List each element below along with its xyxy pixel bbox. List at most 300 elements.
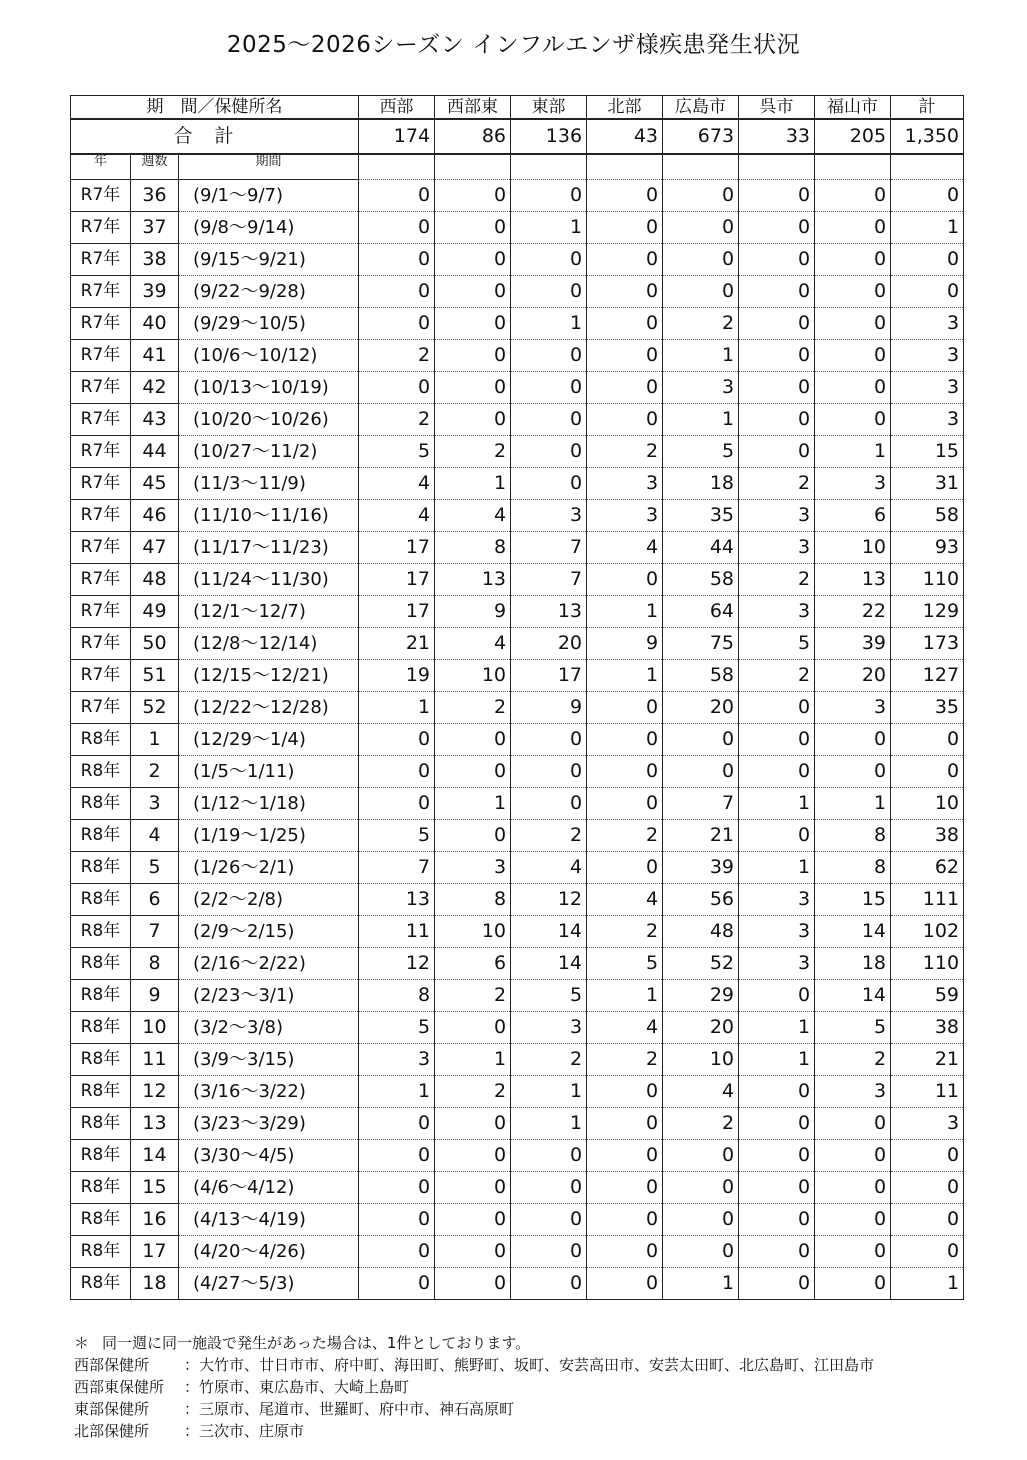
value-cell: 0 [815,1172,891,1204]
value-cell: 0 [511,372,587,404]
value-cell: 3 [891,1108,964,1140]
column-header: 福山市 [815,96,891,120]
value-cell: 35 [891,692,964,724]
week-cell: 3 [131,788,179,820]
value-cell: 2 [587,916,663,948]
value-cell: 0 [663,1236,739,1268]
year-cell: R7年 [71,180,131,212]
period-cell: (9/15～9/21) [179,244,359,276]
value-cell: 0 [815,244,891,276]
period-cell: (3/30～4/5) [179,1140,359,1172]
value-cell: 6 [435,948,511,980]
year-cell: R8年 [71,1076,131,1108]
week-cell: 50 [131,628,179,660]
value-cell: 1 [435,1044,511,1076]
value-cell: 0 [739,180,815,212]
value-cell: 127 [891,660,964,692]
value-cell: 52 [663,948,739,980]
value-cell: 0 [739,212,815,244]
value-cell: 7 [511,564,587,596]
value-cell: 0 [663,212,739,244]
value-cell: 0 [435,1140,511,1172]
period-header: 期 間／保健所名 [71,96,359,120]
value-cell: 1 [891,1268,964,1300]
value-cell: 2 [435,980,511,1012]
value-cell: 4 [435,628,511,660]
value-cell: 2 [663,308,739,340]
value-cell: 0 [739,340,815,372]
value-cell: 0 [587,1236,663,1268]
year-cell: R7年 [71,500,131,532]
period-cell: (2/9～2/15) [179,916,359,948]
value-cell: 0 [511,756,587,788]
value-cell: 0 [739,1236,815,1268]
value-cell: 0 [435,372,511,404]
week-cell: 39 [131,276,179,308]
value-cell: 5 [511,980,587,1012]
value-cell: 5 [359,436,435,468]
empty-cell [359,154,435,180]
value-cell: 0 [587,244,663,276]
value-cell: 12 [511,884,587,916]
value-cell: 0 [739,1268,815,1300]
year-cell: R7年 [71,692,131,724]
column-header: 呉市 [739,96,815,120]
value-cell: 3 [587,468,663,500]
table-row [71,564,964,596]
period-cell: (10/13～10/19) [179,372,359,404]
value-cell: 59 [891,980,964,1012]
value-cell: 3 [587,500,663,532]
value-cell: 0 [739,724,815,756]
period-cell: (12/15～12/21) [179,660,359,692]
value-cell: 15 [891,436,964,468]
value-cell: 4 [587,532,663,564]
table-row [71,820,964,852]
total-value: 43 [587,119,663,154]
week-cell: 1 [131,724,179,756]
value-cell: 0 [359,244,435,276]
value-cell: 0 [663,276,739,308]
week-cell: 17 [131,1236,179,1268]
value-cell: 110 [891,564,964,596]
value-cell: 0 [815,212,891,244]
value-cell: 3 [891,308,964,340]
value-cell: 0 [815,1236,891,1268]
week-cell: 11 [131,1044,179,1076]
period-cell: (1/12～1/18) [179,788,359,820]
header-row [71,96,964,120]
value-cell: 0 [891,276,964,308]
value-cell: 0 [435,244,511,276]
value-cell: 11 [891,1076,964,1108]
value-cell: 1 [663,404,739,436]
value-cell: 110 [891,948,964,980]
value-cell: 0 [435,820,511,852]
value-cell: 0 [511,468,587,500]
period-cell: (3/23～3/29) [179,1108,359,1140]
value-cell: 0 [359,756,435,788]
value-cell: 14 [511,948,587,980]
value-cell: 35 [663,500,739,532]
value-cell: 0 [435,1012,511,1044]
year-header: 年 [71,154,131,180]
value-cell: 14 [815,916,891,948]
week-cell: 6 [131,884,179,916]
table-row [71,1076,964,1108]
value-cell: 21 [891,1044,964,1076]
value-cell: 129 [891,596,964,628]
period-cell: (11/24～11/30) [179,564,359,596]
week-cell: 37 [131,212,179,244]
value-cell: 0 [739,756,815,788]
value-cell: 0 [511,436,587,468]
year-cell: R7年 [71,372,131,404]
value-cell: 1 [511,1108,587,1140]
value-cell: 2 [587,820,663,852]
value-cell: 2 [739,468,815,500]
empty-cell [815,154,891,180]
value-cell: 3 [739,916,815,948]
value-cell: 0 [739,820,815,852]
value-cell: 9 [511,692,587,724]
value-cell: 0 [359,724,435,756]
value-cell: 0 [587,756,663,788]
value-cell: 2 [511,820,587,852]
table-row [71,180,964,212]
value-cell: 0 [511,788,587,820]
period-cell: (11/3～11/9) [179,468,359,500]
year-cell: R8年 [71,916,131,948]
period-cell: (4/6～4/12) [179,1172,359,1204]
value-cell: 0 [359,1108,435,1140]
week-cell: 7 [131,916,179,948]
year-cell: R8年 [71,724,131,756]
value-cell: 1 [815,436,891,468]
value-cell: 0 [587,564,663,596]
column-header: 北部 [587,96,663,120]
value-cell: 0 [663,244,739,276]
period-subheader: 期間 [179,154,359,180]
value-cell: 0 [511,1236,587,1268]
value-cell: 11 [359,916,435,948]
period-cell: (11/17～11/23) [179,532,359,564]
value-cell: 0 [739,1076,815,1108]
week-cell: 2 [131,756,179,788]
value-cell: 0 [587,308,663,340]
value-cell: 1 [815,788,891,820]
week-cell: 8 [131,948,179,980]
week-header: 週数 [131,154,179,180]
value-cell: 1 [359,692,435,724]
week-cell: 15 [131,1172,179,1204]
value-cell: 3 [815,692,891,724]
table-row [71,1204,964,1236]
value-cell: 0 [587,404,663,436]
empty-cell [587,154,663,180]
value-cell: 0 [891,724,964,756]
value-cell: 0 [739,980,815,1012]
value-cell: 10 [663,1044,739,1076]
table-row [71,1172,964,1204]
year-cell: R7年 [71,212,131,244]
value-cell: 13 [435,564,511,596]
total-value: 1,350 [891,119,964,154]
footnote [74,1332,874,1354]
week-cell: 42 [131,372,179,404]
value-cell: 1 [663,340,739,372]
table-row [71,1012,964,1044]
table-row [71,692,964,724]
table-row [71,1140,964,1172]
value-cell: 22 [815,596,891,628]
value-cell: 0 [815,404,891,436]
value-cell: 0 [891,180,964,212]
value-cell: 0 [511,1140,587,1172]
value-cell: 0 [739,308,815,340]
value-cell: 14 [815,980,891,1012]
jurisdiction-areas: ：大竹市、廿日市市、府中町、海田町、熊野町、坂町、安芸高田市、安芸太田町、北広島町、江田島市 [184,1356,875,1374]
value-cell: 0 [359,1204,435,1236]
value-cell: 0 [435,212,511,244]
empty-cell [891,154,964,180]
table-row [71,884,964,916]
value-cell: 38 [891,820,964,852]
value-cell: 1 [511,212,587,244]
year-cell: R8年 [71,948,131,980]
year-cell: R8年 [71,1204,131,1236]
value-cell: 0 [435,308,511,340]
value-cell: 3 [739,884,815,916]
value-cell: 2 [739,564,815,596]
value-cell: 8 [815,852,891,884]
value-cell: 10 [891,788,964,820]
total-value: 673 [663,119,739,154]
year-cell: R8年 [71,1172,131,1204]
value-cell: 2 [435,1076,511,1108]
period-cell: (3/16～3/22) [179,1076,359,1108]
value-cell: 2 [511,1044,587,1076]
table-row [71,212,964,244]
period-cell: (3/2～3/8) [179,1012,359,1044]
value-cell: 1 [435,468,511,500]
table-row [71,276,964,308]
value-cell: 0 [587,1268,663,1300]
jurisdiction-name: 北部保健所 [74,1422,150,1440]
value-cell: 9 [587,628,663,660]
value-cell: 0 [815,1140,891,1172]
period-cell: (10/6～10/12) [179,340,359,372]
value-cell: 3 [435,852,511,884]
value-cell: 111 [891,884,964,916]
column-header: 広島市 [663,96,739,120]
value-cell: 39 [663,852,739,884]
value-cell: 0 [435,276,511,308]
value-cell: 0 [359,788,435,820]
value-cell: 0 [891,756,964,788]
value-cell: 5 [815,1012,891,1044]
value-cell: 1 [891,212,964,244]
value-cell: 4 [511,852,587,884]
period-cell: (9/22～9/28) [179,276,359,308]
value-cell: 1 [435,788,511,820]
notes [74,1332,874,1442]
value-cell: 20 [663,692,739,724]
value-cell: 2 [663,1108,739,1140]
total-row [71,119,964,154]
value-cell: 0 [435,724,511,756]
value-cell: 0 [587,1140,663,1172]
value-cell: 20 [663,1012,739,1044]
week-cell: 49 [131,596,179,628]
year-cell: R7年 [71,340,131,372]
value-cell: 0 [587,180,663,212]
value-cell: 1 [739,852,815,884]
year-cell: R7年 [71,660,131,692]
value-cell: 2 [587,1044,663,1076]
value-cell: 1 [587,660,663,692]
value-cell: 1 [663,1268,739,1300]
period-cell: (12/29～1/4) [179,724,359,756]
value-cell: 18 [663,468,739,500]
year-cell: R7年 [71,244,131,276]
period-cell: (1/5～1/11) [179,756,359,788]
value-cell: 0 [587,1204,663,1236]
period-cell: (1/26～2/1) [179,852,359,884]
period-cell: (12/8～12/14) [179,628,359,660]
value-cell: 4 [359,468,435,500]
value-cell: 0 [587,212,663,244]
week-cell: 45 [131,468,179,500]
jurisdiction-note [74,1398,874,1420]
week-cell: 18 [131,1268,179,1300]
table-row [71,596,964,628]
value-cell: 0 [359,1172,435,1204]
value-cell: 10 [435,660,511,692]
year-cell: R8年 [71,1044,131,1076]
value-cell: 2 [359,340,435,372]
week-cell: 47 [131,532,179,564]
value-cell: 2 [739,660,815,692]
value-cell: 0 [511,1172,587,1204]
value-cell: 0 [587,1076,663,1108]
value-cell: 1 [739,1012,815,1044]
value-cell: 0 [587,724,663,756]
page-title: 2025～2026シーズン インフルエンザ様疾患発生状況 [226,32,801,58]
period-cell: (2/16～2/22) [179,948,359,980]
value-cell: 58 [663,660,739,692]
week-cell: 36 [131,180,179,212]
value-cell: 48 [663,916,739,948]
period-cell: (12/1～12/7) [179,596,359,628]
jurisdiction-note [74,1376,874,1398]
value-cell: 58 [891,500,964,532]
table-row [71,756,964,788]
total-value: 174 [359,119,435,154]
value-cell: 0 [815,1204,891,1236]
value-cell: 3 [739,948,815,980]
value-cell: 17 [359,564,435,596]
value-cell: 3 [359,1044,435,1076]
value-cell: 19 [359,660,435,692]
period-cell: (1/19～1/25) [179,820,359,852]
table-row [71,532,964,564]
value-cell: 0 [739,436,815,468]
value-cell: 17 [359,532,435,564]
total-value: 33 [739,119,815,154]
value-cell: 10 [435,916,511,948]
value-cell: 0 [815,724,891,756]
jurisdiction-areas: ：三原市、尾道市、世羅町、府中市、神石高原町 [184,1400,515,1418]
value-cell: 3 [739,596,815,628]
period-cell: (4/13～4/19) [179,1204,359,1236]
value-cell: 0 [587,340,663,372]
year-cell: R7年 [71,532,131,564]
value-cell: 0 [435,340,511,372]
subheader-row [71,154,964,180]
value-cell: 3 [891,340,964,372]
year-cell: R7年 [71,564,131,596]
value-cell: 0 [511,244,587,276]
value-cell: 29 [663,980,739,1012]
value-cell: 7 [663,788,739,820]
period-cell: (2/2～2/8) [179,884,359,916]
value-cell: 17 [511,660,587,692]
value-cell: 0 [435,1268,511,1300]
value-cell: 0 [511,276,587,308]
period-cell: (11/10～11/16) [179,500,359,532]
empty-cell [511,154,587,180]
week-cell: 9 [131,980,179,1012]
value-cell: 0 [511,724,587,756]
value-cell: 2 [587,436,663,468]
year-cell: R8年 [71,820,131,852]
table-row [71,340,964,372]
value-cell: 0 [663,1172,739,1204]
table-row [71,980,964,1012]
value-cell: 31 [891,468,964,500]
year-cell: R8年 [71,1268,131,1300]
value-cell: 64 [663,596,739,628]
year-cell: R8年 [71,980,131,1012]
period-cell: (10/27～11/2) [179,436,359,468]
week-cell: 13 [131,1108,179,1140]
value-cell: 0 [435,404,511,436]
value-cell: 3 [739,532,815,564]
value-cell: 75 [663,628,739,660]
value-cell: 12 [359,948,435,980]
value-cell: 7 [511,532,587,564]
value-cell: 0 [359,1140,435,1172]
year-cell: R7年 [71,468,131,500]
value-cell: 3 [891,404,964,436]
value-cell: 0 [359,180,435,212]
table-row [71,372,964,404]
week-cell: 51 [131,660,179,692]
column-header: 計 [891,96,964,120]
jurisdiction-areas: ：三次市、庄原市 [184,1422,305,1440]
value-cell: 0 [663,180,739,212]
value-cell: 0 [663,756,739,788]
jurisdiction-note [74,1420,874,1442]
week-cell: 43 [131,404,179,436]
table-row [71,788,964,820]
table-row [71,404,964,436]
value-cell: 8 [815,820,891,852]
value-cell: 3 [815,468,891,500]
total-value: 205 [815,119,891,154]
value-cell: 0 [815,1268,891,1300]
